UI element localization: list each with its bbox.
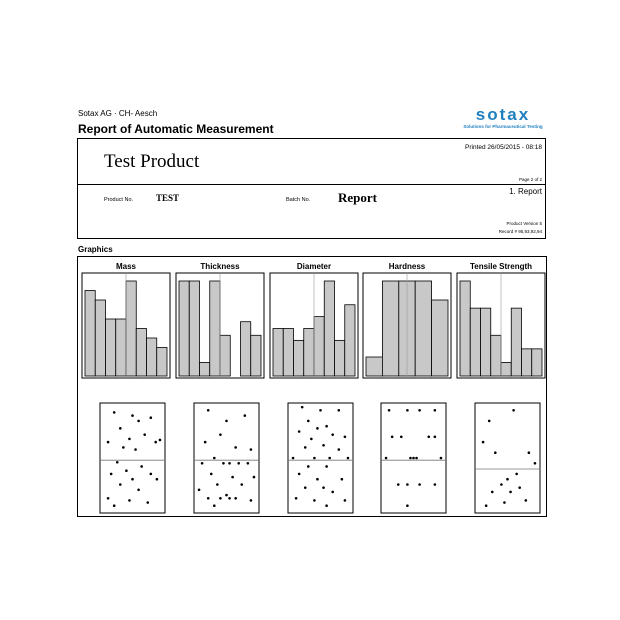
- scatter-point: [418, 483, 421, 486]
- histogram-bar: [116, 319, 126, 376]
- scatter-point: [307, 420, 310, 423]
- logo-tagline: Solutions for Pharmaceutical Testing: [463, 124, 543, 129]
- histogram-bar: [481, 308, 491, 376]
- scatter-point: [518, 486, 521, 489]
- scatter-point: [250, 499, 253, 502]
- scatter-point: [210, 473, 213, 476]
- scatter-point: [213, 457, 216, 460]
- scatter-point: [307, 465, 310, 468]
- scatter-point: [434, 483, 437, 486]
- scatter-point: [418, 409, 421, 412]
- histogram-title: Diameter: [296, 262, 332, 271]
- scatter-point: [213, 504, 216, 507]
- batch-no-label: Batch No.: [286, 197, 311, 203]
- histogram-bar: [251, 335, 261, 376]
- scatter-point: [143, 433, 146, 436]
- scatter-point: [406, 409, 409, 412]
- histogram-bar: [95, 300, 105, 376]
- scatter-point: [122, 446, 125, 449]
- histogram-title: Mass: [115, 262, 137, 271]
- histogram-title: Hardness: [388, 262, 426, 271]
- scatter-point: [301, 406, 304, 409]
- scatter-point: [482, 441, 485, 444]
- histogram-bar: [273, 329, 283, 377]
- scatter-point: [534, 462, 537, 465]
- scatter-point: [322, 486, 325, 489]
- scatter-point: [146, 501, 149, 504]
- scatter-point: [319, 409, 322, 412]
- scatter-point: [222, 462, 225, 465]
- histogram-bar: [491, 335, 501, 376]
- scatter-point: [298, 430, 301, 433]
- scatter-point: [316, 478, 319, 481]
- scatter-point: [137, 489, 140, 492]
- scatter-point: [113, 411, 116, 414]
- scatter-point: [341, 478, 344, 481]
- scatter-point: [406, 504, 409, 507]
- scatter-point: [240, 483, 243, 486]
- scatter-point: [316, 427, 319, 430]
- scatter-point: [107, 441, 110, 444]
- graphics-label: Graphics: [78, 245, 113, 254]
- scatter-point: [427, 436, 430, 439]
- product-no-value: TEST: [156, 193, 180, 203]
- logo-wordmark: sotax: [475, 105, 531, 124]
- histogram-bar: [324, 281, 334, 376]
- scatter-point: [225, 420, 228, 423]
- scatter-point: [107, 497, 110, 500]
- histogram-bar: [179, 281, 189, 376]
- scatter-point: [313, 499, 316, 502]
- scatter-frame: [288, 403, 353, 513]
- histogram-bar: [314, 317, 324, 376]
- scatter-point: [485, 504, 488, 507]
- scatter-frame: [100, 403, 165, 513]
- scatter-point: [385, 457, 388, 460]
- scatter-point: [347, 457, 350, 460]
- scatter-point: [388, 409, 391, 412]
- product-no-label: Product No.: [104, 197, 134, 203]
- scatter-point: [116, 461, 119, 464]
- scatter-point: [250, 448, 253, 451]
- histogram-title: Thickness: [200, 262, 240, 271]
- scatter-point: [159, 439, 162, 442]
- scatter-point: [244, 414, 247, 417]
- histogram-bar: [532, 349, 542, 376]
- histogram-bar: [294, 340, 304, 376]
- scatter-point: [216, 483, 219, 486]
- scatter-point: [234, 497, 237, 500]
- company-name: Sotax AG · CH- Aesch: [78, 109, 158, 118]
- scatter-point: [228, 462, 231, 465]
- histogram-bar: [382, 281, 398, 376]
- scatter-point: [207, 497, 210, 500]
- histogram-bar: [522, 349, 532, 376]
- scatter-point: [231, 476, 234, 479]
- scatter-point: [298, 473, 301, 476]
- scatter-point: [201, 462, 204, 465]
- histogram-bar: [136, 329, 146, 377]
- scatter-point: [500, 483, 503, 486]
- scatter-point: [137, 420, 140, 423]
- scatter-point: [406, 483, 409, 486]
- scatter-point: [207, 409, 210, 412]
- scatter-point: [128, 438, 131, 441]
- scatter-point: [131, 414, 134, 417]
- histogram-bar: [220, 335, 230, 376]
- scatter-frame: [194, 403, 259, 513]
- histogram-bar: [432, 300, 448, 376]
- scatter-point: [128, 499, 131, 502]
- histogram-bar: [345, 305, 355, 376]
- batch-no-value: Report: [338, 190, 377, 205]
- scatter-point: [304, 486, 307, 489]
- report-title: Report of Automatic Measurement: [78, 122, 274, 136]
- scatter-point: [509, 491, 512, 494]
- scatter-point: [198, 489, 201, 492]
- histogram-bar: [147, 338, 157, 376]
- scatter-point: [440, 457, 443, 460]
- scatter-point: [338, 448, 341, 451]
- scatter-point: [391, 436, 394, 439]
- histogram-bar: [157, 348, 167, 377]
- scatter-point: [140, 465, 143, 468]
- scatter-point: [134, 448, 137, 451]
- scatter-point: [325, 425, 328, 428]
- scatter-point: [515, 473, 518, 476]
- scatter-point: [295, 497, 298, 500]
- scatter-point: [415, 457, 418, 460]
- histogram-bar: [501, 362, 511, 376]
- scatter-point: [119, 427, 122, 430]
- scatter-point: [331, 491, 334, 494]
- scatter-point: [110, 473, 113, 476]
- histogram-title: Tensile Strength: [469, 262, 533, 271]
- histogram-bar: [304, 329, 314, 377]
- scatter-point: [322, 444, 325, 447]
- scatter-point: [528, 451, 531, 454]
- report-count: 1. Report: [509, 187, 542, 196]
- scatter-point: [125, 469, 128, 472]
- histogram-bar: [460, 281, 470, 376]
- page-number: Page 2 of 2: [518, 177, 542, 182]
- histogram-bar: [106, 319, 116, 376]
- scatter-point: [119, 483, 122, 486]
- scatter-point: [247, 462, 250, 465]
- scatter-point: [338, 409, 341, 412]
- scatter-point: [503, 501, 506, 504]
- scatter-point: [219, 433, 222, 436]
- scatter-point: [113, 504, 116, 507]
- scatter-frame: [475, 403, 540, 513]
- scatter-point: [494, 451, 497, 454]
- scatter-point: [344, 436, 347, 439]
- scatter-point: [412, 457, 415, 460]
- scatter-point: [331, 433, 334, 436]
- scatter-point: [156, 478, 159, 481]
- scatter-point: [434, 409, 437, 412]
- scatter-point: [325, 504, 328, 507]
- scatter-point: [344, 499, 347, 502]
- histogram-bar: [415, 281, 431, 376]
- scatter-point: [228, 497, 231, 500]
- scatter-point: [434, 436, 437, 439]
- histogram-bar: [189, 281, 199, 376]
- scatter-point: [150, 416, 153, 419]
- printed-timestamp: Printed 26/05/2015 - 08:18: [465, 144, 542, 151]
- scatter-point: [397, 483, 400, 486]
- product-version: Product Version 5: [506, 221, 542, 226]
- scatter-point: [400, 436, 403, 439]
- histogram-bar: [511, 308, 521, 376]
- histogram-bar: [241, 322, 251, 376]
- histogram-bar: [126, 281, 136, 376]
- scatter-point: [506, 478, 509, 481]
- scatter-point: [304, 446, 307, 449]
- record-number: Record # 95,93,92,94: [498, 229, 542, 234]
- scatter-point: [328, 457, 331, 460]
- scatter-point: [225, 494, 228, 497]
- scatter-point: [150, 473, 153, 476]
- scatter-point: [310, 438, 313, 441]
- scatter-point: [325, 465, 328, 468]
- scatter-point: [204, 441, 207, 444]
- scatter-point: [154, 441, 157, 444]
- histogram-bar: [366, 357, 382, 376]
- scatter-point: [512, 409, 515, 412]
- scatter-point: [131, 478, 134, 481]
- scatter-point: [253, 476, 256, 479]
- scatter-point: [409, 457, 412, 460]
- scatter-point: [234, 446, 237, 449]
- product-name: Test Product: [104, 151, 200, 172]
- histogram-bar: [210, 281, 220, 376]
- histogram-bar: [85, 291, 95, 377]
- scatter-point: [525, 499, 528, 502]
- scatter-point: [491, 491, 494, 494]
- scatter-point: [237, 462, 240, 465]
- scatter-point: [313, 457, 316, 460]
- histogram-bar: [200, 362, 210, 376]
- scatter-point: [488, 420, 491, 423]
- scatter-point: [219, 497, 222, 500]
- histogram-bar: [470, 308, 480, 376]
- histogram-bar: [335, 340, 345, 376]
- histogram-bar: [283, 329, 293, 377]
- scatter-point: [292, 457, 295, 460]
